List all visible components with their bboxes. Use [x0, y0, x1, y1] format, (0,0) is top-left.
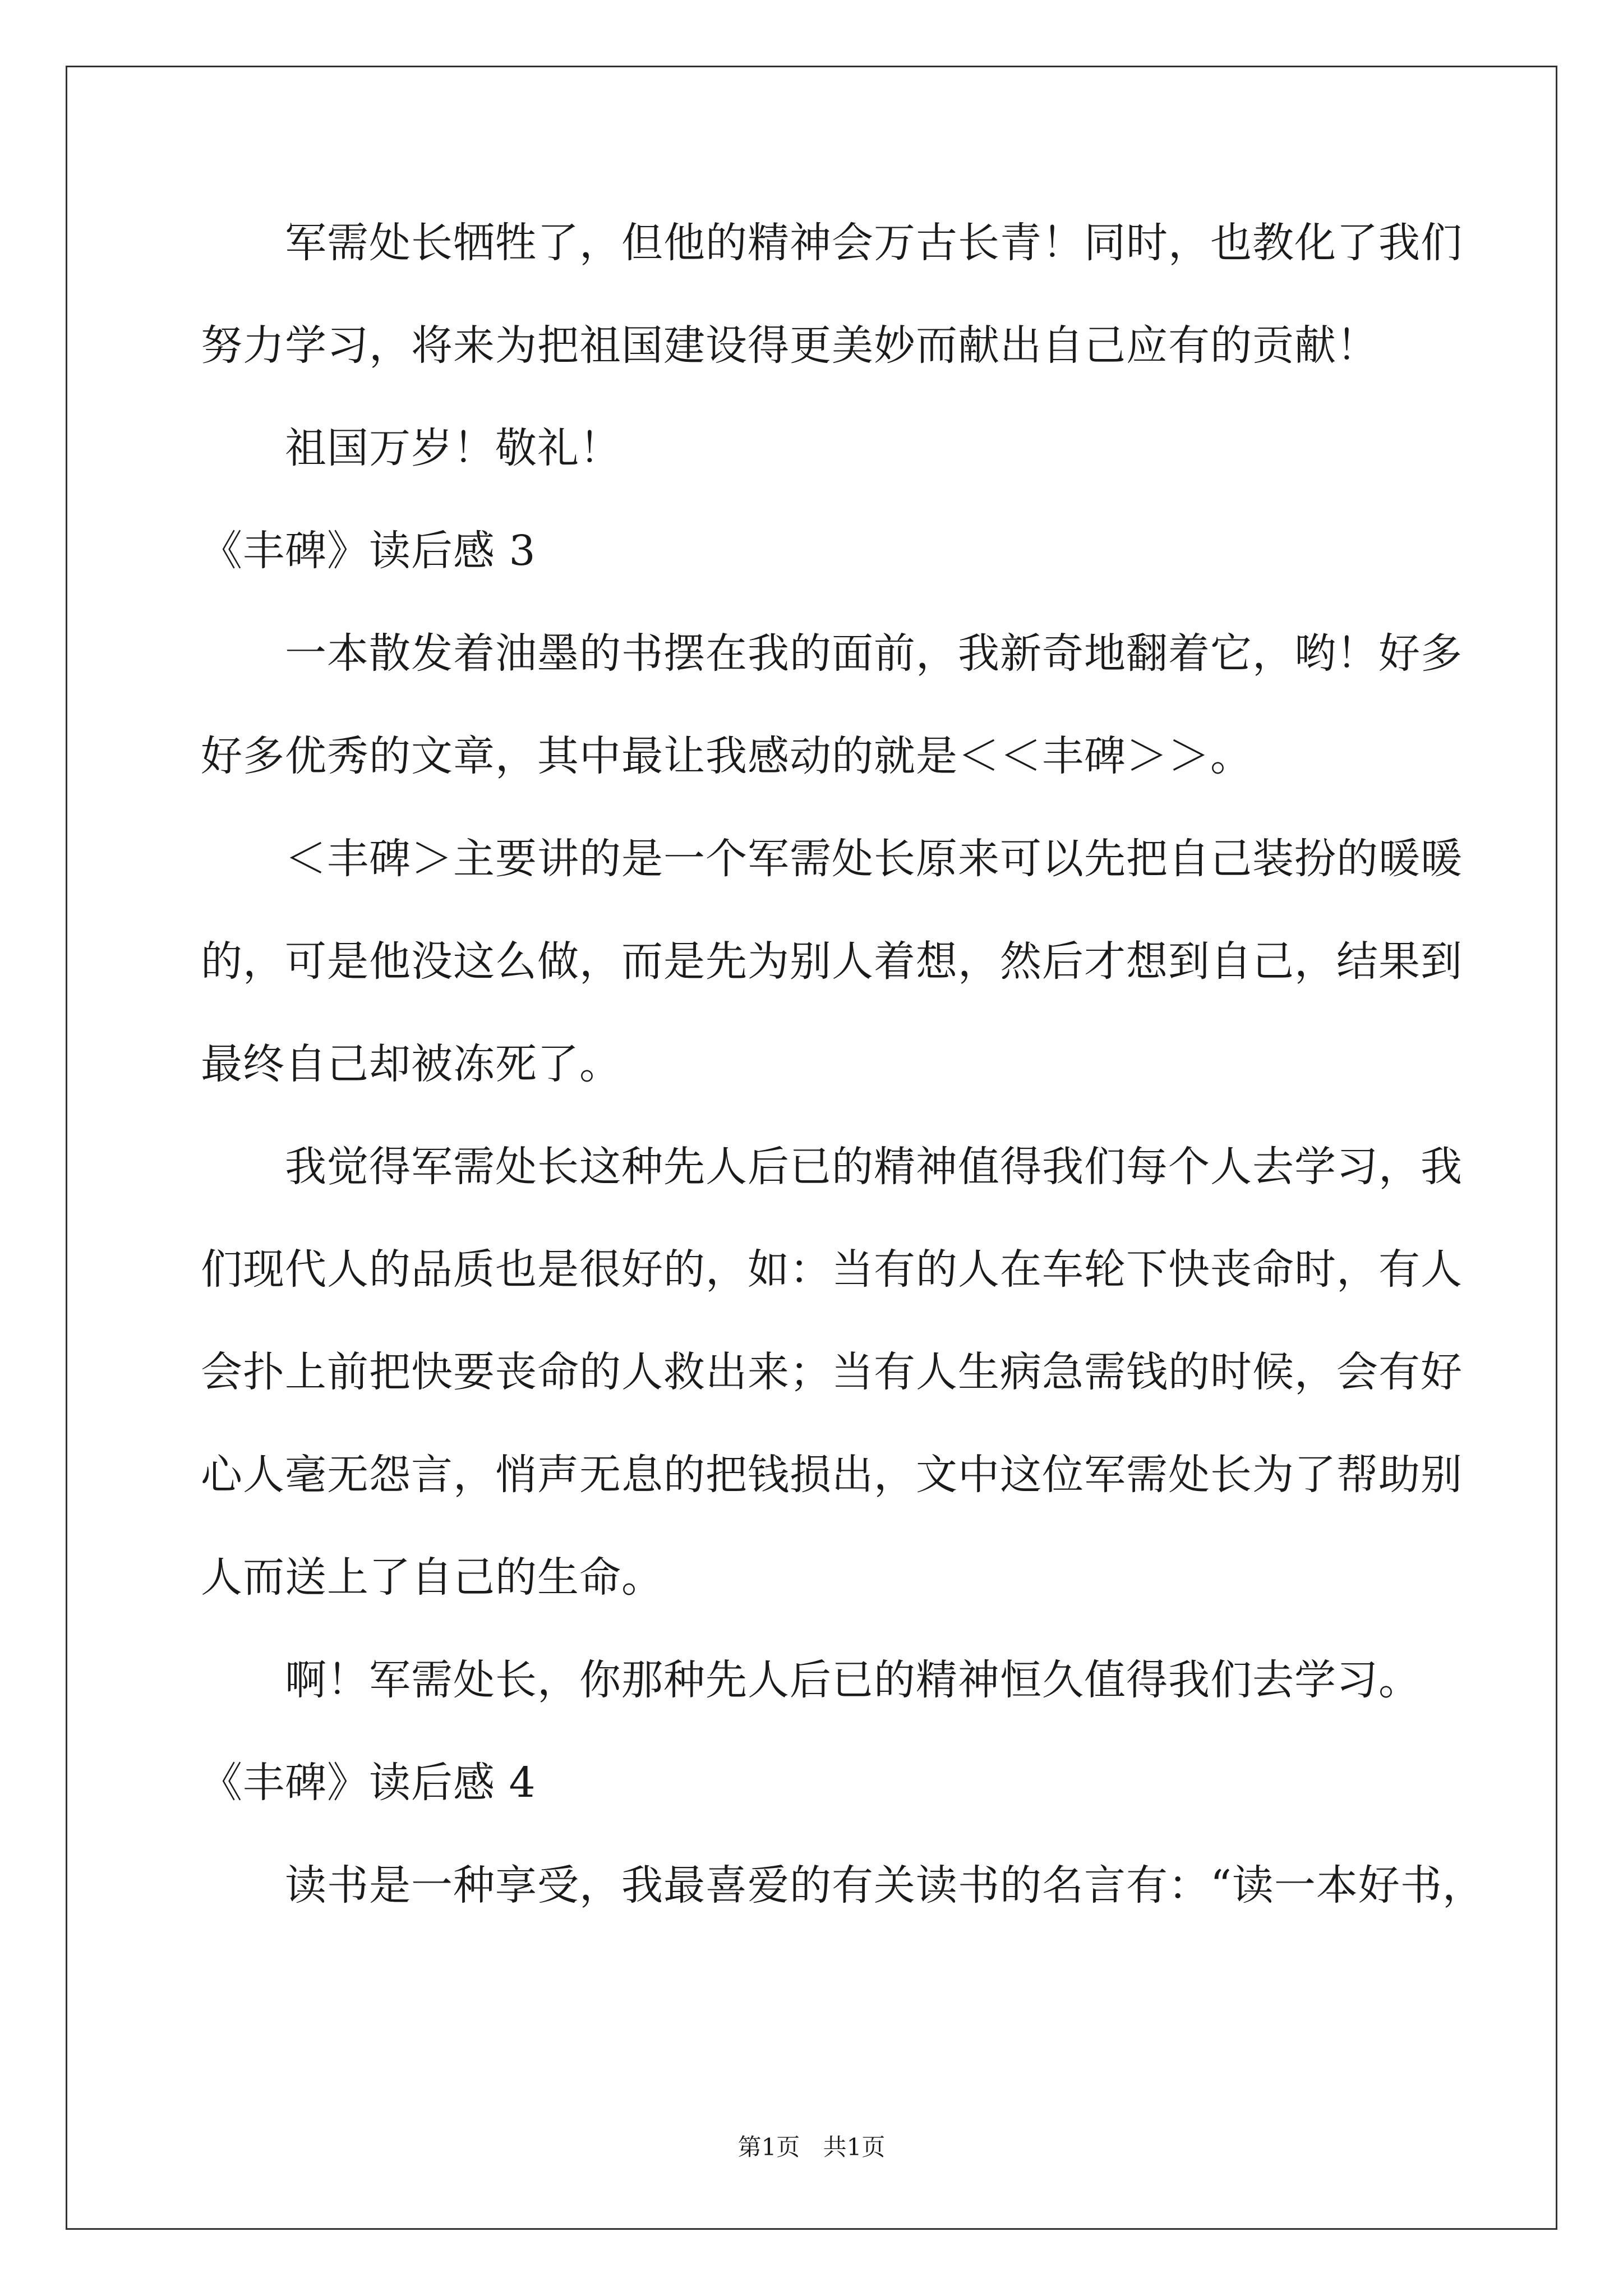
- page-total: 共1页: [823, 2133, 886, 2161]
- text-line: 们现代人的品质也是很好的，如：当有的人在车轮下快丧命时，有人: [201, 1245, 1463, 1294]
- text-line: 会扑上前把快要丧命的人救出来；当有人生病急需钱的时候，会有好: [201, 1348, 1463, 1396]
- text-line: 心人毫无怨言，悄声无息的把钱损出，文中这位军需处长为了帮助别: [201, 1451, 1463, 1499]
- section-heading: 《丰碑》读后感 3: [201, 527, 536, 575]
- text-line: 一本散发着油墨的书摆在我的面前，我新奇地翻着它，哟！好多: [201, 629, 1463, 678]
- text-line: 读书是一种享受，我最喜爱的有关读书的名言有：“读一本好书，: [201, 1861, 1484, 1910]
- text-line: 努力学习，将来为把祖国建设得更美妙而献出自己应有的贡献！: [201, 321, 1378, 370]
- text-line: 我觉得军需处长这种先人后已的精神值得我们每个人去学习，我: [201, 1143, 1463, 1191]
- text-line: 军需处长牺牲了，但他的精神会万古长青！同时，也教化了我们: [201, 219, 1463, 267]
- text-line: 的，可是他没这么做，而是先为别人着想，然后才想到自己，结果到: [201, 937, 1463, 986]
- text-line: 人而送上了自己的生命。: [201, 1553, 663, 1602]
- page-footer: [0, 2132, 1623, 2163]
- text-line: ＜丰碑＞主要讲的是一个军需处长原来可以先把自己装扮的暖暖: [201, 835, 1463, 883]
- text-line: 最终自己却被冻死了。: [201, 1040, 621, 1088]
- page-number: 第1页: [737, 2133, 800, 2161]
- section-heading: 《丰碑》读后感 4: [201, 1759, 536, 1807]
- text-line: 祖国万岁！敬礼！: [201, 424, 621, 472]
- text-line: 啊！军需处长，你那种先人后已的精神恒久值得我们去学习。: [201, 1656, 1421, 1704]
- text-line: 好多优秀的文章，其中最让我感动的就是＜＜丰碑＞＞。: [201, 732, 1252, 780]
